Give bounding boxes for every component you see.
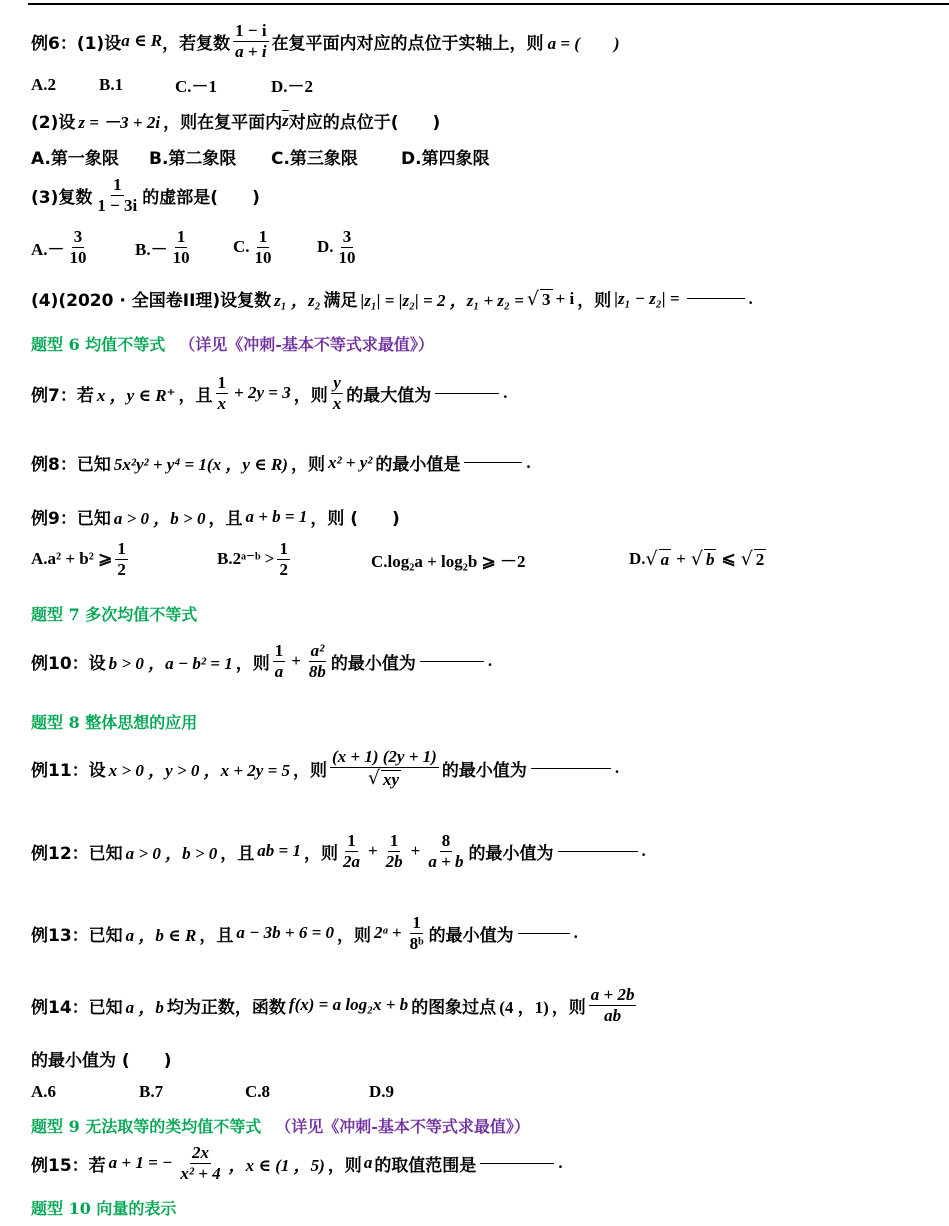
q6-part4	[31, 286, 753, 311]
q14-frac	[589, 986, 637, 1025]
option-b: B.1	[99, 74, 124, 94]
sqrt-body: a	[660, 550, 670, 570]
period: .	[487, 651, 493, 671]
option-c: C.log₂a + log₂b ⩾ －2	[371, 551, 526, 571]
q6-part2-options	[31, 144, 490, 169]
q11	[31, 748, 619, 789]
q10-frac2	[307, 642, 328, 681]
option-b: B.第二象限	[149, 149, 237, 169]
q10-text-b: 的最小值为	[330, 653, 416, 674]
frac-den: 10	[338, 247, 356, 267]
answer-blank[interactable]	[420, 661, 484, 662]
q6-part1-options	[31, 72, 313, 97]
q6-text-b: ，若复数	[162, 33, 231, 54]
q13-math-c: 2ᵃ +	[374, 923, 402, 943]
period: .	[503, 383, 508, 403]
q11-text-b: 的最小值为	[441, 760, 527, 781]
sqrt-3: √ 3	[526, 287, 551, 310]
period: .	[748, 288, 753, 308]
period: .	[558, 1153, 563, 1173]
q7-text-a: ，且	[178, 385, 213, 406]
q12-math-b: ab = 1	[257, 841, 301, 861]
heading-note: （详见《冲刺-基本不等式求最值》）	[275, 1117, 530, 1136]
frac-num: 1	[389, 831, 399, 850]
frac-num: 1	[274, 641, 284, 660]
heading-note: （详见《冲刺-基本不等式求最值》）	[179, 335, 434, 354]
q14-math-c: (4 ，1)	[499, 997, 549, 1017]
q13-text-c: 的最小值为	[428, 925, 514, 946]
q8-text-a: ，则	[290, 455, 325, 475]
q6-p4-text-a: 满足	[323, 291, 358, 311]
frac-num: a²	[310, 641, 325, 660]
q6-text-d: a = ( )	[547, 33, 620, 53]
q12-label: 例12：已知	[31, 843, 123, 864]
q14-text-b: 的图象过点	[411, 997, 497, 1018]
q14	[31, 986, 639, 1025]
sqrt-body: b	[705, 550, 715, 570]
q12-text-b: ，则	[303, 843, 338, 864]
q6-p4-label: (4)(2020 · 全国卷II理)设复数	[31, 291, 272, 311]
q14-math-b: f(x) = a log₂x + b	[288, 995, 409, 1015]
q8	[31, 450, 531, 475]
q7-text-c: 的最大值为	[346, 385, 432, 406]
frac-den: 2	[279, 559, 288, 579]
q8-text-b: 的最小值是	[375, 455, 461, 475]
option-a: A.6	[31, 1082, 57, 1101]
frac-num: 1	[412, 913, 421, 932]
answer-blank[interactable]	[480, 1163, 554, 1164]
q15-text-b: 的取值范围是	[374, 1155, 477, 1176]
option-d: D.9	[369, 1082, 395, 1101]
frac-den: 8ᵇ	[409, 933, 424, 953]
answer-blank[interactable]	[435, 393, 499, 394]
q7	[31, 374, 507, 413]
frac-num: 1	[176, 227, 186, 246]
q10-frac1	[273, 642, 286, 681]
frac-den: a + b	[428, 851, 464, 871]
q9-label: 例9：已知	[31, 509, 111, 529]
q6-p2-zbar: $\overline{z}$	[282, 110, 289, 130]
q7-text-b: ，则	[293, 385, 328, 406]
q15-math-c: a	[363, 1153, 373, 1173]
option-prefix: A.－	[31, 239, 65, 259]
q6-part3-options	[31, 228, 361, 267]
q13-text-b: ，则	[337, 925, 372, 946]
option-b	[135, 228, 233, 267]
plus-sign: +	[291, 651, 301, 671]
frac-den: 10	[69, 247, 87, 267]
frac-den: 2a	[342, 851, 360, 871]
frac-num: 1	[217, 373, 227, 392]
frac-num: 8	[441, 831, 451, 850]
frac-den: 2	[117, 559, 126, 579]
answer-blank[interactable]	[558, 851, 638, 852]
answer-blank[interactable]	[531, 768, 611, 769]
q9-text-a: ，且	[208, 509, 243, 529]
q12-frac2	[384, 832, 405, 871]
q6-p2-math: z = －3 + 2i	[78, 113, 161, 132]
q12	[31, 832, 646, 871]
q12-frac3	[426, 832, 465, 871]
q7-frac1	[216, 374, 229, 413]
q9-text-b: ，则 ( )	[310, 509, 400, 529]
option-d	[317, 228, 361, 267]
sqrt-body: xy	[382, 769, 399, 789]
q6-p4-math-c: + i	[555, 288, 575, 308]
q9-math-a: a > 0 ，b > 0	[113, 509, 206, 528]
answer-blank[interactable]	[518, 933, 570, 934]
section-heading-6	[31, 332, 434, 355]
section-heading-10	[31, 1196, 176, 1219]
q12-frac1	[341, 832, 362, 871]
q6-p2-label: (2)设	[31, 113, 76, 133]
q13-math-b: a − 3b + 6 = 0	[236, 923, 335, 943]
q15-frac	[178, 1144, 222, 1183]
q9	[31, 504, 400, 529]
period: .	[526, 452, 531, 472]
q7-math-b: + 2y = 3	[234, 383, 291, 403]
frac-num: y	[333, 373, 341, 392]
frac-num: 2x	[192, 1143, 209, 1162]
option-b: B.7	[139, 1082, 164, 1101]
option-c	[233, 228, 317, 267]
q9-math-b: a + b = 1	[245, 506, 308, 526]
option-a: A.2	[31, 74, 57, 94]
frac-den: a	[274, 661, 284, 681]
q6-frac-num: 1 − i	[235, 21, 267, 40]
period: .	[641, 841, 646, 861]
q8-math-b: x² + y²	[327, 452, 373, 472]
q14-math-a: a ，b	[125, 997, 164, 1017]
frac-num: 3	[73, 227, 83, 246]
plus-sign: +	[676, 549, 686, 569]
option-prefix: A.a² + b² ⩾	[31, 549, 113, 569]
q6-text-c: 在复平面内对应的点位于实轴上，则	[271, 33, 544, 54]
q15-label: 例15：若	[31, 1155, 106, 1176]
q14-label: 例14：已知	[31, 997, 123, 1018]
sqrt-body: 2	[755, 550, 765, 570]
frac-den: x	[332, 393, 342, 413]
q13-label: 例13：已知	[31, 925, 123, 946]
frac-num: 1	[117, 539, 126, 558]
q7-frac2	[331, 374, 344, 413]
frac-num: 1	[347, 831, 356, 850]
q6-p4-math-d: |z₁ − z₂| =	[614, 288, 680, 308]
q6-part1	[31, 22, 620, 61]
frac-num: 1	[258, 227, 268, 246]
q9-options	[31, 540, 766, 579]
q13-text-a: ，且	[199, 925, 234, 946]
frac-den: 10	[254, 247, 272, 267]
q6-math-a: a ∈ R	[121, 31, 163, 51]
q14-line2-text: 的最小值为 ( )	[31, 1051, 172, 1071]
q14-options	[31, 1082, 394, 1102]
option-prefix: B.－	[135, 239, 168, 259]
heading-title: 题型 6 均值不等式	[31, 335, 166, 354]
q15-text-a: ，则	[327, 1155, 362, 1176]
le-sign: ⩽	[721, 549, 736, 569]
q13-frac	[408, 914, 426, 953]
q7-label: 例7：若	[31, 385, 94, 406]
frac-den: x² + 4	[180, 1163, 221, 1183]
top-rule	[28, 3, 949, 5]
q6-p4-math-a: z₁ ，z₂	[274, 291, 321, 310]
frac-den: ab	[604, 1005, 622, 1025]
option-c: C.第三象限	[271, 149, 358, 169]
plus-sign: +	[410, 841, 421, 861]
q15-math-a: a + 1 = −	[108, 1153, 173, 1173]
plus-sign: +	[367, 841, 378, 861]
frac-num: (x + 1) (2y + 1)	[332, 747, 437, 766]
option-a: A.第一象限	[31, 149, 119, 169]
q12-math-a: a > 0 ，b > 0	[125, 843, 218, 863]
q12-text-c: 的最小值为	[468, 843, 554, 864]
heading-title: 题型 10 向量的表示	[31, 1199, 177, 1218]
option-a	[31, 540, 217, 579]
q6-label: 例6：(1)设	[31, 33, 122, 54]
section-heading-9	[31, 1114, 530, 1137]
option-b	[217, 540, 371, 579]
option-d: D.第四象限	[401, 149, 490, 169]
q6-p4-text-b: ，则	[577, 291, 612, 311]
q10-math-a: b > 0 ，a − b² = 1	[108, 653, 233, 673]
option-c: C.8	[245, 1082, 271, 1101]
answer-blank[interactable]	[687, 298, 745, 299]
heading-title: 题型 7 多次均值不等式	[31, 605, 198, 624]
frac-den: x	[217, 393, 227, 413]
frac-num: 1	[279, 539, 288, 558]
option-c: C.－1	[175, 77, 218, 96]
period: .	[573, 923, 578, 943]
q6-fraction	[233, 22, 268, 61]
option-d: D. √ a + √ b ⩽ √ 2	[629, 548, 765, 571]
q6-p3-text: 的虚部是( )	[142, 187, 260, 208]
q6-p4-math-b: |z₁| = |z₂| = 2 ，z₁ + z₂ =	[360, 291, 524, 310]
q6-p2-text: ，则在复平面内	[163, 113, 283, 133]
heading-title: 题型 9 无法取等的类均值不等式	[31, 1117, 262, 1136]
q10-label: 例10：设	[31, 653, 106, 674]
frac-den: 10	[172, 247, 190, 267]
q8-math: 5x²y² + y⁴ = 1(x ，y ∈ R)	[113, 455, 288, 474]
q6-part3	[31, 176, 260, 215]
answer-blank[interactable]	[464, 462, 522, 463]
option-d: D.－2	[271, 77, 314, 96]
q11-math-a: x > 0 ，y > 0 ，x + 2y = 5	[108, 760, 291, 780]
q6-frac-den: a + i	[235, 41, 267, 61]
q7-math-a: x ，y ∈ R⁺	[96, 385, 176, 405]
q12-text-a: ，且	[220, 843, 255, 864]
period: .	[614, 758, 620, 778]
q11-fraction: (x + 1) (2y + 1) √ xy	[332, 747, 437, 789]
q11-label: 例11：设	[31, 760, 106, 781]
q15-math-b: ，x ∈ (1 ，5)	[228, 1155, 325, 1175]
q13-math-a: a ，b ∈ R	[125, 925, 197, 945]
q8-label: 例8：已知	[31, 455, 111, 475]
frac-den: 2b	[385, 851, 403, 871]
frac-den: 8b	[308, 661, 326, 681]
frac-num: 3	[342, 227, 352, 246]
q14-line2	[31, 1046, 171, 1071]
q15	[31, 1144, 563, 1183]
heading-title: 题型 8 整体思想的应用	[31, 713, 198, 732]
q11-text-a: ，则	[293, 760, 328, 781]
frac-num: 1	[113, 175, 122, 194]
q6-p3-fraction	[95, 176, 139, 215]
q13	[31, 914, 578, 953]
section-heading-7	[31, 602, 197, 625]
q14-text-a: 均为正数，函数	[166, 997, 286, 1018]
q14-text-c: ，则	[551, 997, 586, 1018]
q10	[31, 642, 492, 681]
section-heading-8	[31, 710, 197, 733]
option-prefix: C.	[233, 237, 250, 257]
sqrt-body: 3	[542, 289, 551, 309]
q10-text-a: ，则	[235, 653, 270, 674]
option-prefix: D.	[629, 549, 646, 569]
frac-num: a + 2b	[590, 985, 635, 1004]
q6-p3-label: (3)复数	[31, 187, 93, 208]
frac-den: 1 − 3i	[97, 195, 138, 215]
option-prefix: B.2ᵃ⁻ᵇ >	[217, 549, 275, 569]
q6-p2-text-b: 对应的点位于( )	[288, 113, 441, 133]
option-prefix: D.	[317, 237, 334, 257]
option-a	[31, 228, 135, 267]
q6-part2	[31, 108, 440, 133]
